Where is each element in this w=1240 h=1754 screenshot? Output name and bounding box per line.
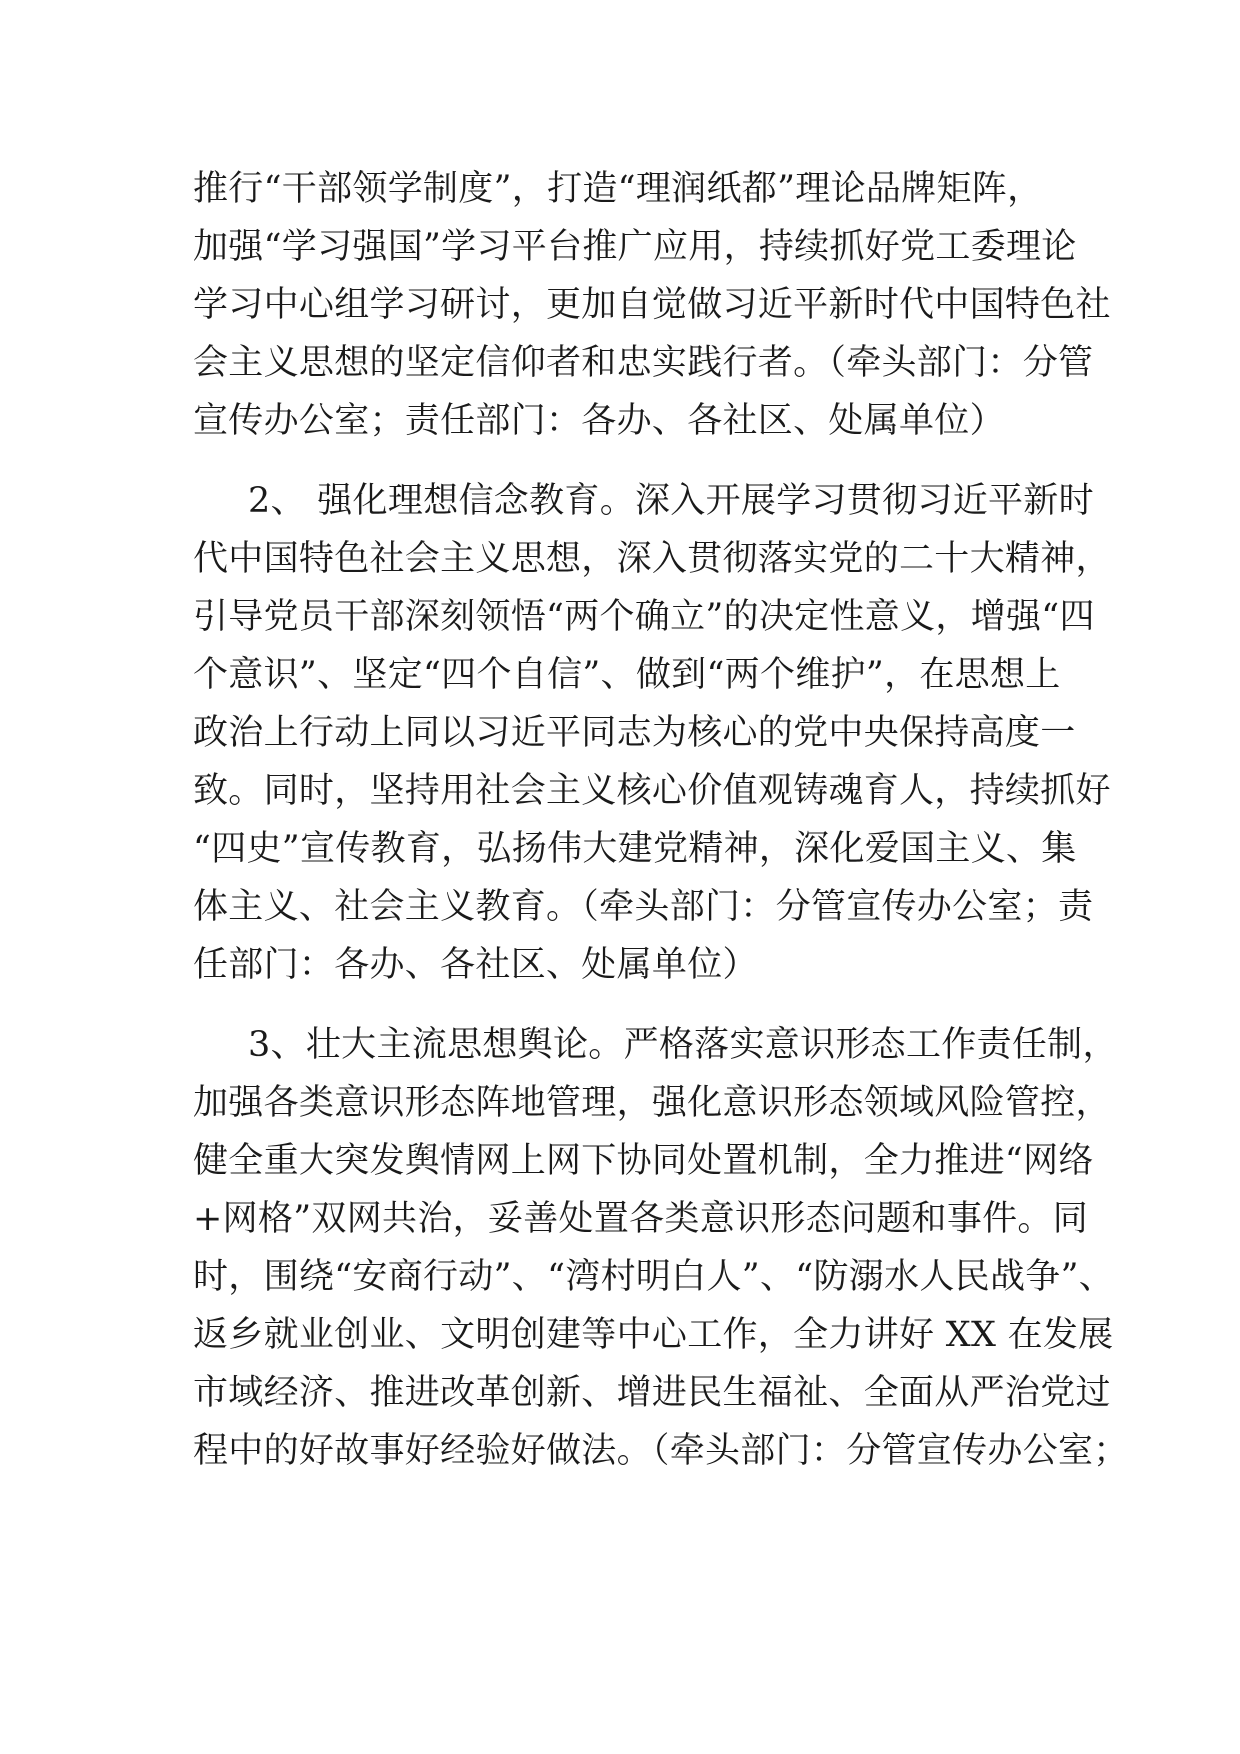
- paragraph-3: [193, 1016, 1129, 1480]
- document-body: [193, 160, 1129, 1480]
- text-line: 加强“学习强国”学习平台推广应用，持续抓好党工委理论: [193, 227, 1077, 267]
- text-line: 健全重大突发舆情网上网下协同处置机制，全力推进“网络: [193, 1141, 1094, 1181]
- paragraph-gap: [193, 994, 1053, 1016]
- paragraph-1: [193, 160, 1111, 450]
- text-line: 致。同时，坚持用社会主义核心价值观铸魂育人，持续抓好: [193, 771, 1111, 811]
- text-line: +网格”双网共治，妥善处置各类意识形态问题和事件。同: [193, 1199, 1089, 1239]
- text-line: 会主义思想的坚定信仰者和忠实践行者。（牵头部门：分管: [193, 343, 1094, 383]
- text-line: 市域经济、推进改革创新、增进民生福祉、全面从严治党过: [193, 1373, 1111, 1413]
- text-line: 程中的好故事好经验好做法。（牵头部门：分管宣传办公室；: [193, 1431, 1129, 1471]
- text-line: 任部门：各办、各社区、处属单位）: [193, 945, 758, 985]
- text-line: 2、 强化理想信念教育。深入开展学习贯彻习近平新时: [248, 481, 1094, 521]
- text-line: 学习中心组学习研讨，更加自觉做习近平新时代中国特色社: [193, 285, 1111, 325]
- text-line: 政治上行动上同以习近平同志为核心的党中央保持高度一: [193, 713, 1076, 753]
- text-line: 代中国特色社会主义思想，深入贯彻落实党的二十大精神，: [193, 539, 1111, 579]
- text-line: 体主义、社会主义教育。（牵头部门：分管宣传办公室；责: [193, 887, 1094, 927]
- text-line: 时，围绕“安商行动”、“湾村明白人”、“防溺水人民战争”、: [193, 1257, 1115, 1297]
- text-line: 引导党员干部深刻领悟“两个确立”的决定性意义，增强“四: [193, 597, 1095, 637]
- paragraph-gap: [193, 450, 1053, 472]
- text-line: 返乡就业创业、文明创建等中心工作，全力讲好 XX 在发展: [193, 1315, 1114, 1355]
- text-line: 3、壮大主流思想舆论。严格落实意识形态工作责任制，: [248, 1025, 1118, 1065]
- paragraph-2: [193, 472, 1111, 994]
- text-line: 推行“干部领学制度”，打造“理润纸都”理论品牌矩阵，: [193, 169, 1043, 209]
- text-line: 个意识”、坚定“四个自信”、做到“两个维护”，在思想上: [193, 655, 1061, 695]
- text-line: “四史”宣传教育，弘扬伟大建党精神，深化爱国主义、集: [193, 829, 1077, 869]
- text-line: 加强各类意识形态阵地管理，强化意识形态领域风险管控，: [193, 1083, 1111, 1123]
- text-line: 宣传办公室；责任部门：各办、各社区、处属单位）: [193, 401, 1005, 441]
